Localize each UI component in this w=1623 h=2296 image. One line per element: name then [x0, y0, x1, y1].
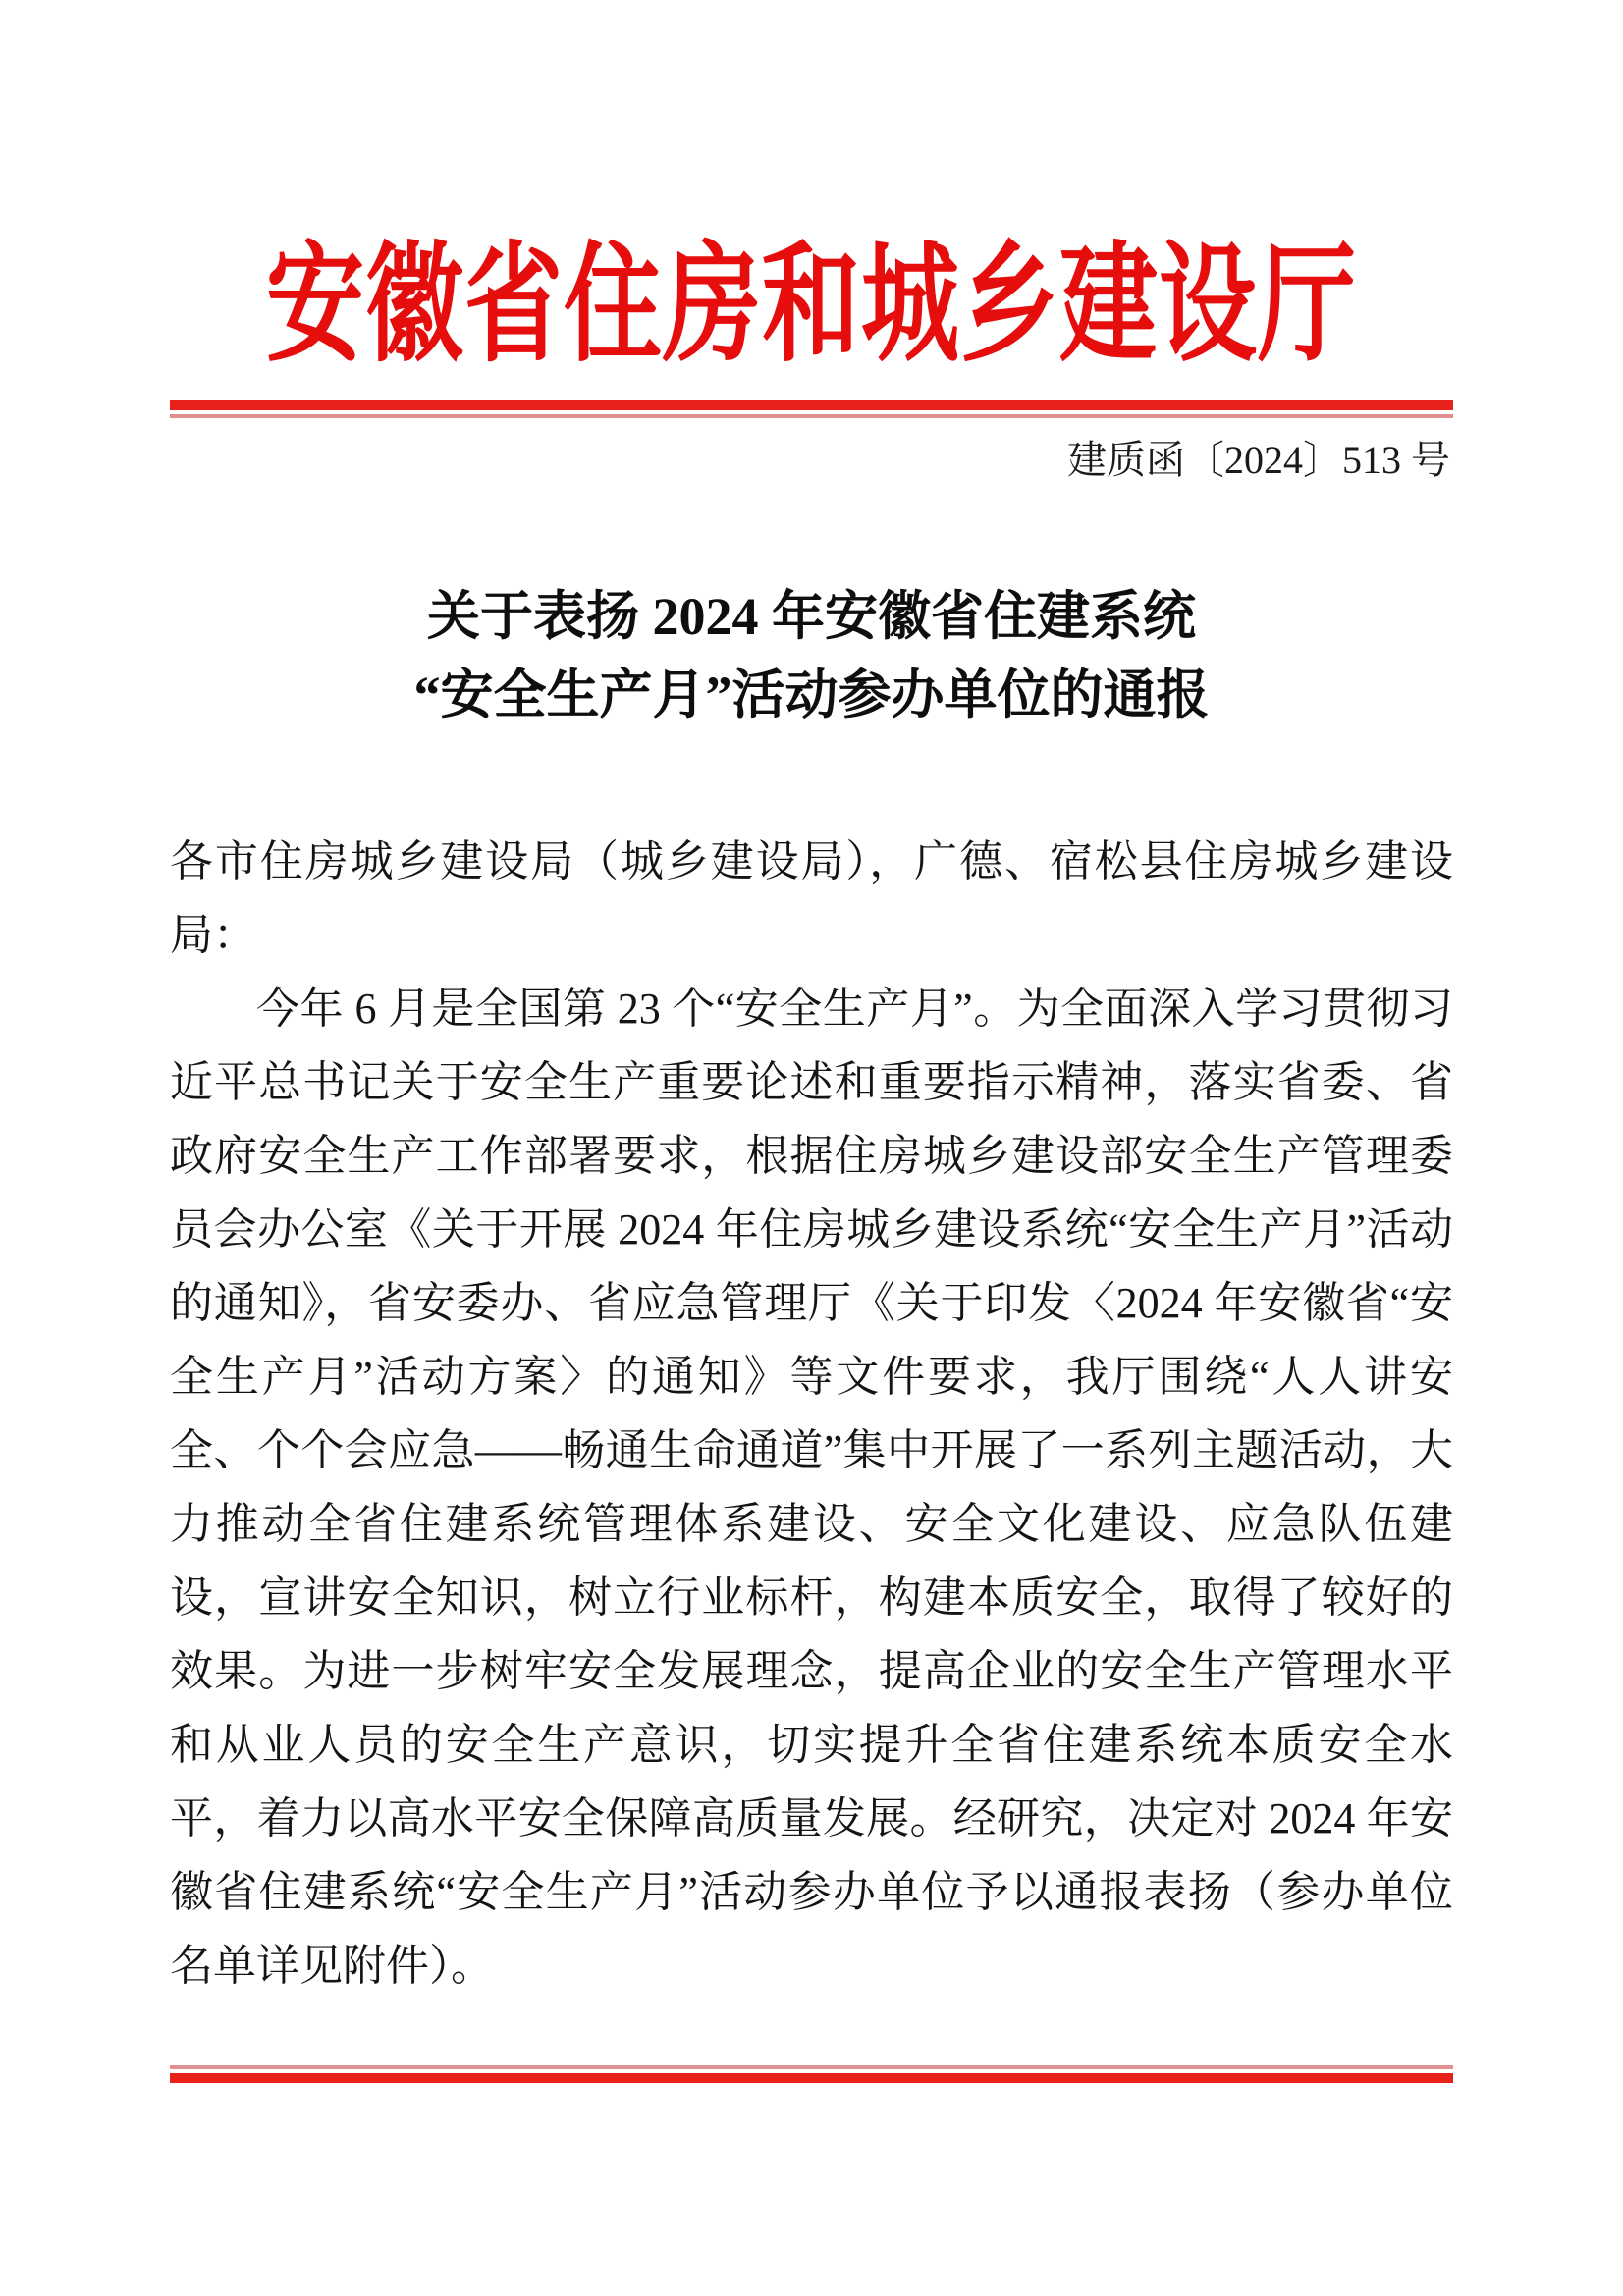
body-paragraph: 今年 6 月是全国第 23 个“安全生产月”。为全面深入学习贯彻习近平总书记关于安全生产重要论述和重要指示精神，落实省委、省政府安全生产工作部署要求，根据住房城乡建设部安全生产管理委员会办公室《关于开展 2024 年住房城乡建设系统“安全生产月”活动的通知》，省安委办、省应急管理厅《关于印发〈2024 年安徽省“安全生产月”活动方案〉的通知》等文件要求，我厅围绕“人人讲安全、个个会应急——畅通生命通道”集中开展了一系列主题活动，大力推动全省住建系统管理体系建设、安全文化建设、应急队伍建设，宣讲安全知识，树立行业标杆，构建本质安全，取得了较好的效果。为进一步树牢安全发展理念，提高企业的安全生产管理水平和从业人员的安全生产意识，切实提升全省住建系统本质安全水平，着力以高水平安全保障高质量发展。经研究，决定对 2024 年安徽省住建系统“安全生产月”活动参办单位予以通报表扬（参办单位名单详见附件）。	[170, 985, 1453, 1990]
document-title	[0, 577, 1623, 734]
footer-divider	[170, 2065, 1453, 2083]
letterhead-divider-thin-line	[170, 414, 1453, 418]
footer-divider-thick-line	[170, 2073, 1453, 2083]
salutation: 各市住房城乡建设局（城乡建设局），广德、宿松县住房城乡建设局：	[170, 837, 1453, 959]
document-body	[170, 825, 1453, 2002]
letterhead-divider	[170, 400, 1453, 418]
footer-divider-thin-line	[170, 2065, 1453, 2069]
letterhead-divider-thick-line	[170, 400, 1453, 410]
document-title-line2: “安全生产月”活动参办单位的通报	[413, 666, 1210, 724]
doc-reference-number: 建质函〔2024〕513 号	[1067, 438, 1450, 482]
letterhead-agency-name: 安徽省住房和城乡建设厅	[266, 234, 1357, 378]
document-title-line1: 关于表扬 2024 年安徽省住建系统	[427, 587, 1196, 646]
